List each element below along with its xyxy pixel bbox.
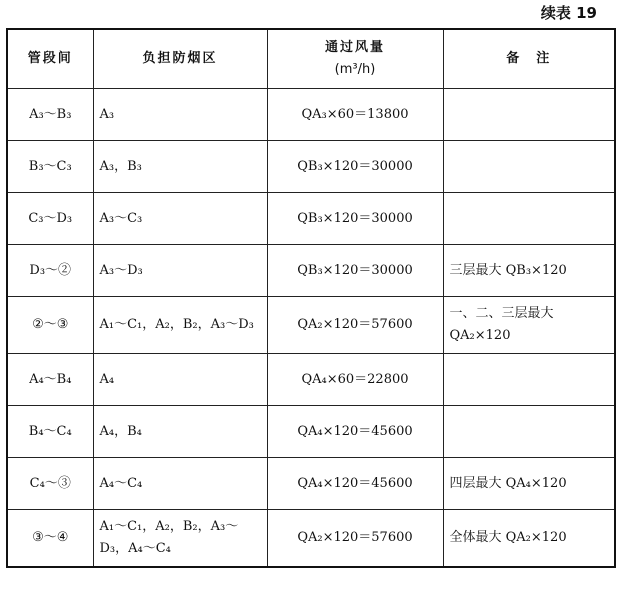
cell-segment: ③～④ [7, 510, 93, 568]
cell-flow: QA₂×120＝57600 [267, 297, 443, 354]
cell-zones: A₃～C₃ [93, 193, 267, 245]
cell-note [443, 89, 615, 141]
table-caption: 续表 19 [540, 4, 597, 22]
cell-flow: QA₄×120＝45600 [267, 406, 443, 458]
cell-note [443, 406, 615, 458]
cell-segment: A₃～B₃ [7, 89, 93, 141]
cell-segment: A₄～B₄ [7, 354, 93, 406]
cell-flow: QA₂×120＝57600 [267, 510, 443, 568]
header-segment: 管段间 [7, 29, 93, 89]
cell-flow: QB₃×120＝30000 [267, 193, 443, 245]
cell-flow: QA₄×60＝22800 [267, 354, 443, 406]
cell-zones: A₁～C₁，A₂，B₂，A₃～D₃，A₄～C₄ [93, 510, 267, 568]
header-flow-title: 通过风量 [324, 40, 385, 55]
cell-zones: A₃，B₃ [93, 141, 267, 193]
cell-flow: QB₃×120＝30000 [267, 245, 443, 297]
cell-segment: D₃～② [7, 245, 93, 297]
cell-flow: QA₃×60＝13800 [267, 89, 443, 141]
header-note: 备 注 [443, 29, 615, 89]
cell-zones: A₄～C₄ [93, 458, 267, 510]
cell-zones: A₄，B₄ [93, 406, 267, 458]
cell-note [443, 141, 615, 193]
cell-zones: A₁～C₁，A₂，B₂，A₃～D₃ [93, 297, 267, 354]
cell-note: 三层最大 QB₃×120 [443, 245, 615, 297]
cell-segment: B₄～C₄ [7, 406, 93, 458]
cell-segment: ②～③ [7, 297, 93, 354]
cell-segment: C₄～③ [7, 458, 93, 510]
cell-note [443, 354, 615, 406]
cell-flow: QB₃×120＝30000 [267, 141, 443, 193]
cell-note: 四层最大 QA₄×120 [443, 458, 615, 510]
table-row [7, 297, 615, 354]
cell-zones: A₃～D₃ [93, 245, 267, 297]
table-row [7, 89, 615, 141]
cell-flow: QA₄×120＝45600 [267, 458, 443, 510]
table-row [7, 354, 615, 406]
cell-note: 一、二、三层最大 QA₂×120 [443, 297, 615, 354]
table-row [7, 141, 615, 193]
table-row [7, 193, 615, 245]
header-flow [267, 29, 443, 89]
table-row [7, 406, 615, 458]
header-row [7, 29, 615, 89]
cell-segment: B₃～C₃ [7, 141, 93, 193]
cell-segment: C₃～D₃ [7, 193, 93, 245]
header-zones: 负担防烟区 [93, 29, 267, 89]
airflow-table [6, 28, 616, 568]
cell-note: 全体最大 QA₂×120 [443, 510, 615, 568]
header-flow-unit: (m³/h) [334, 62, 376, 77]
table-row [7, 510, 615, 568]
cell-zones: A₄ [93, 354, 267, 406]
cell-zones: A₃ [93, 89, 267, 141]
table-row [7, 458, 615, 510]
table-row [7, 245, 615, 297]
cell-note [443, 193, 615, 245]
